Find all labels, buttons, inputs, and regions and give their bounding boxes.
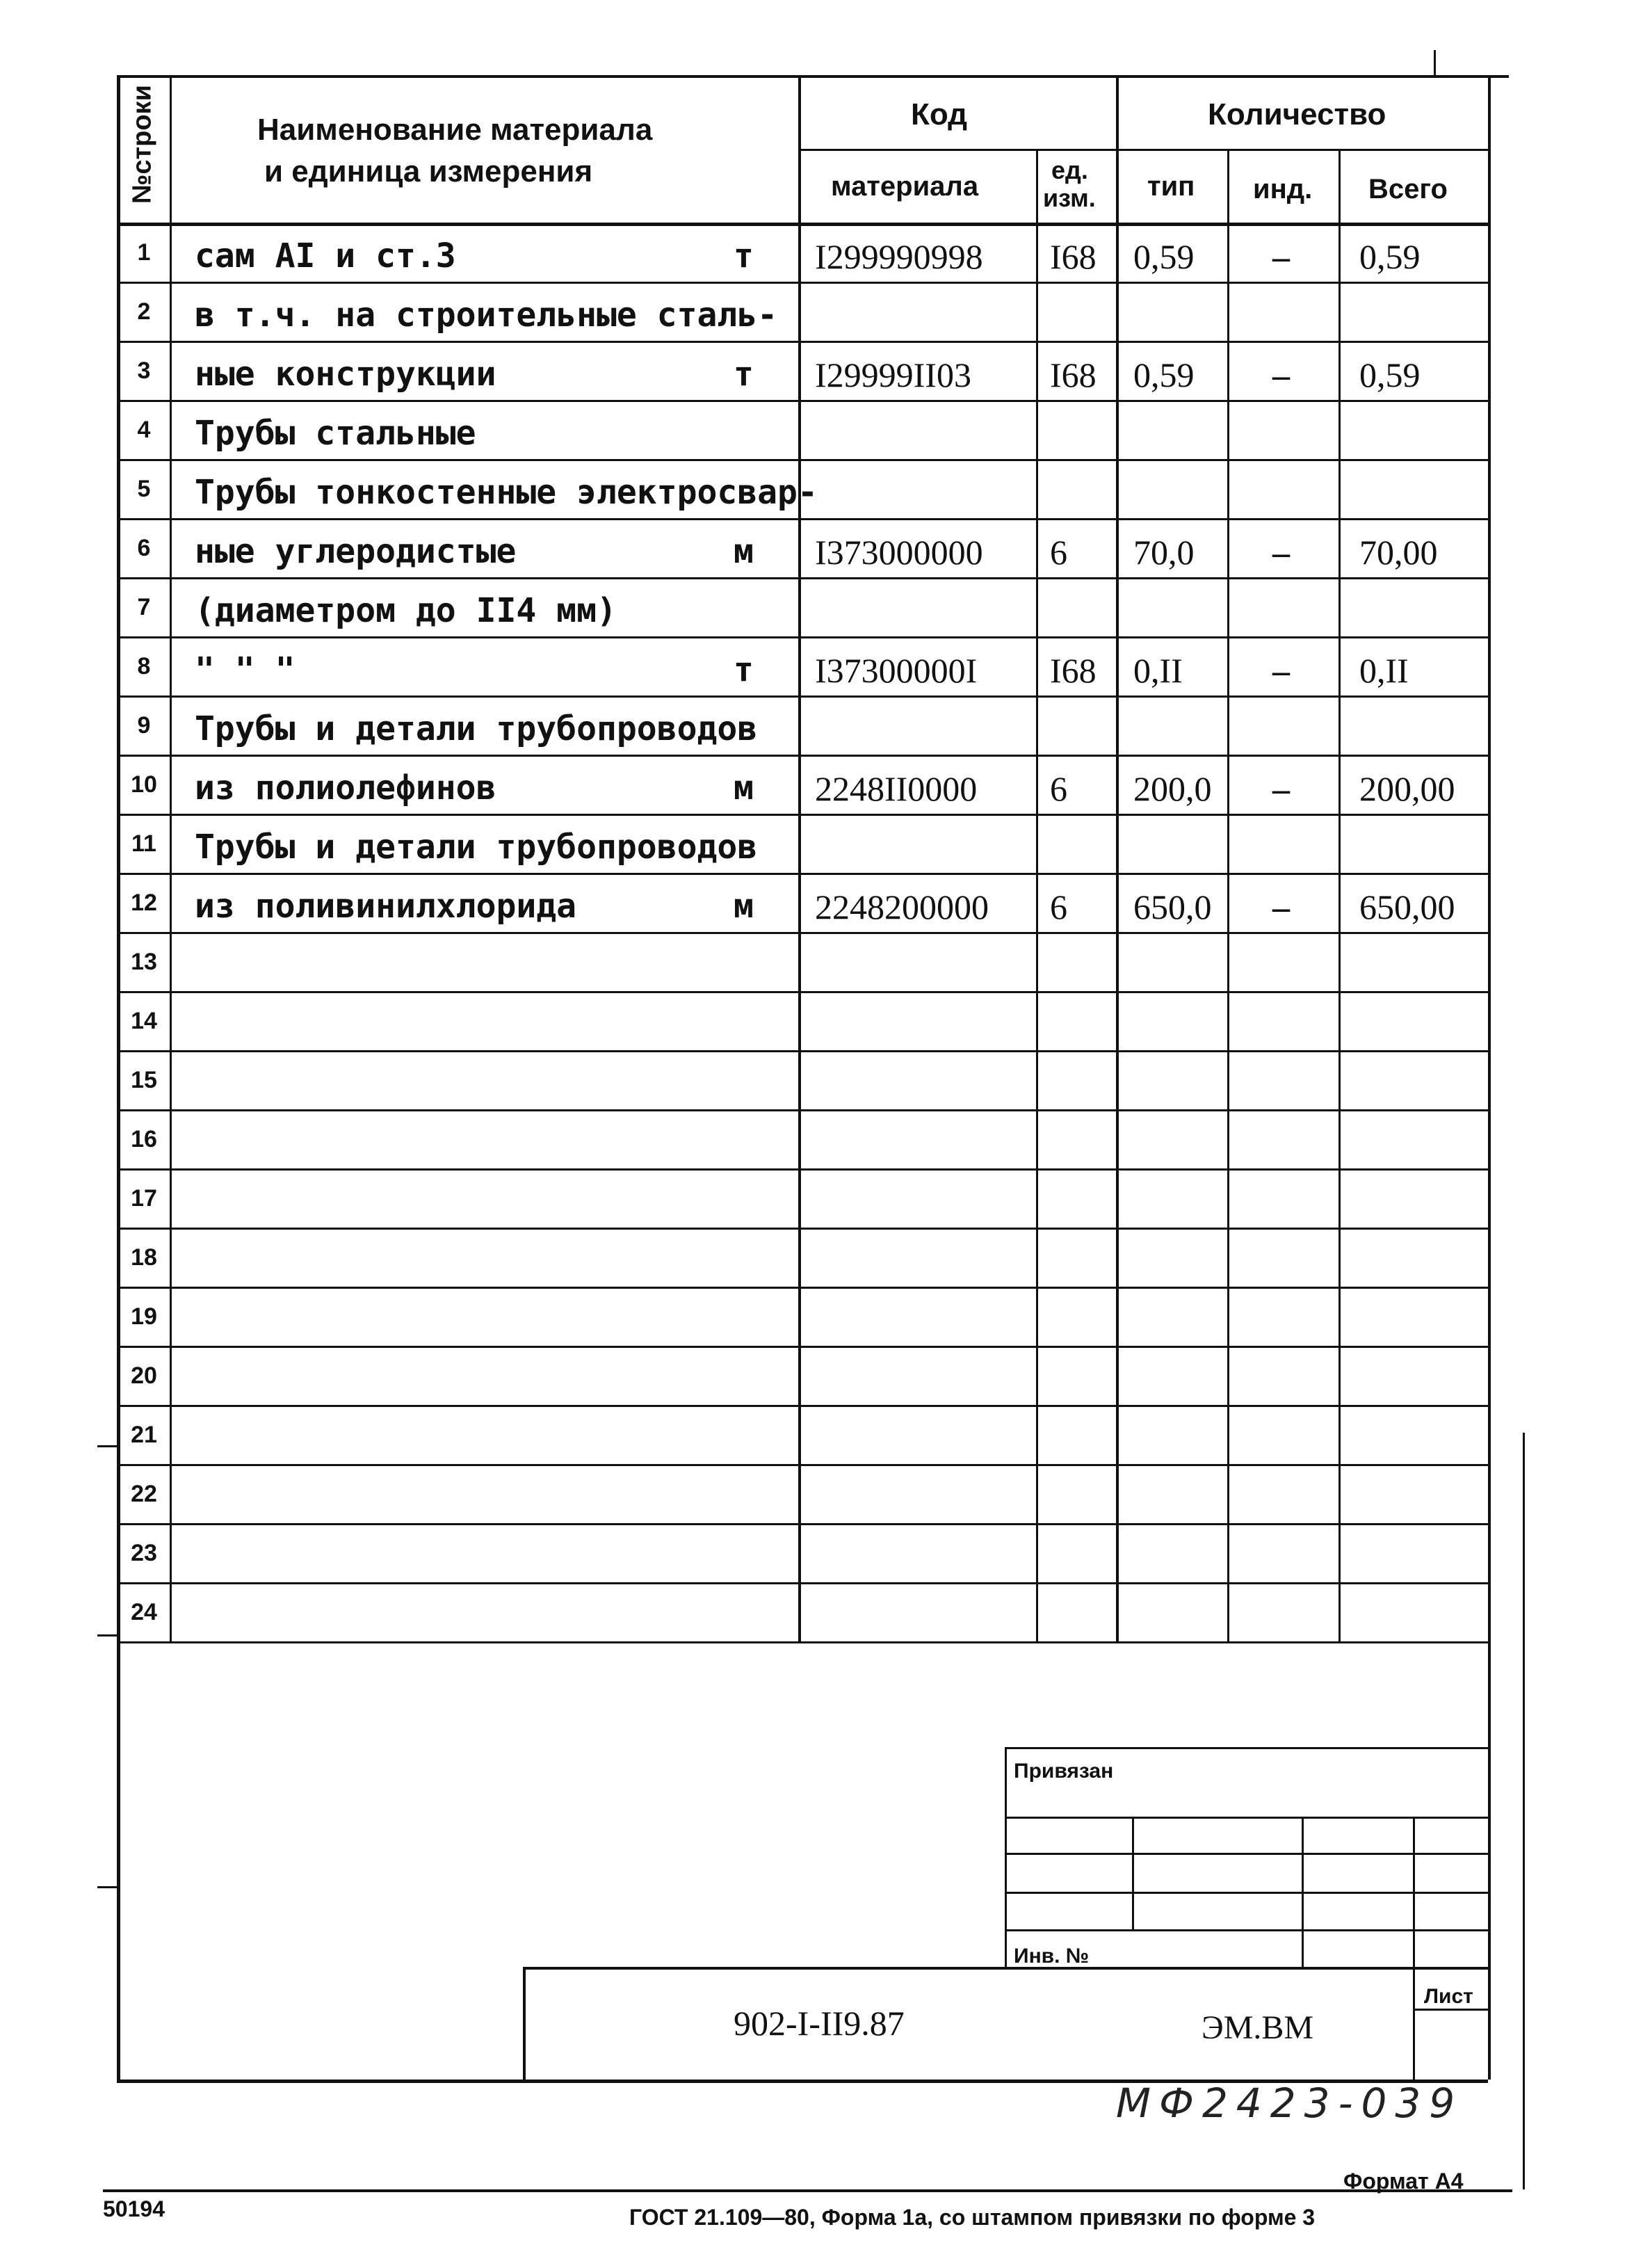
row-name: (диаметром до II4 мм)	[195, 591, 617, 630]
row-code: 2248200000	[815, 887, 989, 926]
row-number: 19	[131, 1303, 157, 1330]
row-number: 10	[131, 771, 157, 798]
row-number: 5	[137, 476, 151, 502]
table-row	[0, 873, 1634, 932]
stamp-sheet-label: Лист	[1424, 1985, 1473, 2008]
row-number: 24	[131, 1599, 157, 1625]
table-row	[0, 755, 1634, 814]
table-row	[0, 577, 1634, 636]
row-code: I299990998	[815, 237, 983, 276]
row-number: 11	[131, 830, 156, 857]
row-name: из полиолефинов	[195, 769, 496, 807]
table-row	[0, 814, 1634, 873]
header-unit-line2: изм.	[1043, 184, 1096, 212]
table-row	[0, 1228, 1634, 1287]
row-qty-total: 200,00	[1359, 769, 1455, 808]
table-row	[0, 1168, 1634, 1228]
table-row	[0, 1109, 1634, 1168]
row-qty-typ: 70,0	[1133, 533, 1195, 572]
row-number: 14	[131, 1008, 157, 1034]
row-unit-code: 6	[1050, 533, 1067, 572]
row-code: I373000000	[815, 533, 983, 572]
row-unit: м	[734, 887, 754, 926]
row-unit-code: I68	[1050, 355, 1097, 394]
stamp-bound-label: Привязан	[1014, 1760, 1114, 1783]
footer-gost: ГОСТ 21.109—80, Форма 1а, со штампом привязки по форме 3	[629, 2205, 1316, 2230]
row-unit-code: 6	[1050, 769, 1067, 808]
header-row-no: №строки	[127, 85, 157, 204]
row-name: сам АI и ст.3	[195, 236, 456, 275]
row-number: 2	[137, 298, 151, 325]
grid-line	[117, 1641, 1488, 1643]
table-row	[0, 1346, 1634, 1405]
row-number: 6	[137, 535, 151, 561]
header-total: Всего	[1368, 174, 1448, 204]
row-qty-typ: 0,59	[1133, 355, 1195, 394]
row-qty-total: 650,00	[1359, 887, 1455, 926]
row-number: 18	[131, 1244, 157, 1271]
row-number: 21	[131, 1422, 157, 1448]
grid-line	[1005, 1929, 1488, 1931]
header-name-line2: и единица измерения	[264, 154, 593, 188]
grid-line	[1302, 1817, 1304, 1967]
row-number: 1	[137, 239, 151, 266]
grid-line	[1005, 1747, 1007, 1967]
table-row	[0, 695, 1634, 755]
table-row	[0, 1287, 1634, 1346]
row-number: 20	[131, 1362, 157, 1389]
table-row	[0, 1050, 1634, 1109]
row-qty-total: 0,59	[1359, 237, 1421, 276]
row-qty-ind: –	[1272, 769, 1290, 808]
row-name: из поливинилхлорида	[195, 887, 577, 926]
grid-line	[117, 75, 1509, 78]
table-row	[0, 518, 1634, 577]
table-row	[0, 1582, 1634, 1641]
row-unit-code: I68	[1050, 651, 1097, 690]
row-qty-ind: –	[1272, 355, 1290, 394]
row-unit: т	[734, 355, 754, 394]
header-ind: инд.	[1253, 174, 1313, 204]
row-unit-code: I68	[1050, 237, 1097, 276]
table-row	[0, 341, 1634, 400]
row-number: 13	[131, 949, 157, 975]
grid-line	[798, 149, 1488, 151]
grid-line	[1413, 1817, 1415, 2080]
row-name: Трубы и детали трубопроводов	[195, 709, 758, 748]
table-row	[0, 932, 1634, 991]
row-number: 4	[137, 417, 151, 443]
grid-line	[523, 1967, 1488, 1970]
table-row	[0, 636, 1634, 695]
header-typ: тип	[1147, 171, 1195, 202]
header-unit-line1: ед.	[1051, 156, 1088, 184]
row-number: 17	[131, 1185, 157, 1212]
row-number: 8	[137, 653, 151, 679]
row-number: 12	[131, 890, 157, 916]
row-code: I37300000I	[815, 651, 978, 690]
header-name-line1: Наименование материала	[257, 113, 653, 147]
row-code: I29999II03	[815, 355, 971, 394]
stamp-doc-mark: ЭМ.ВМ	[1202, 2009, 1314, 2046]
table-row	[0, 1523, 1634, 1582]
footer-format: Формат А4	[1343, 2169, 1464, 2194]
row-unit: т	[734, 650, 754, 689]
row-unit: т	[734, 236, 754, 275]
row-number: 3	[137, 357, 151, 384]
row-number: 16	[131, 1126, 157, 1152]
row-qty-ind: –	[1272, 533, 1290, 572]
row-number: 23	[131, 1540, 157, 1566]
grid-line	[1434, 50, 1436, 75]
row-code: 2248II0000	[815, 769, 978, 808]
grid-line	[1132, 1817, 1134, 1929]
row-qty-total: 0,II	[1359, 651, 1409, 690]
row-name: Трубы и детали трубопроводов	[195, 828, 758, 867]
row-name: Трубы тонкостенные электросвар-	[195, 473, 818, 512]
grid-line	[1005, 1817, 1488, 1819]
row-name: в т.ч. на строительные сталь-	[195, 296, 778, 335]
row-name: ные конструкции	[195, 355, 496, 394]
table-row	[0, 1405, 1634, 1464]
grid-line	[97, 1886, 117, 1888]
row-qty-ind: –	[1272, 651, 1290, 690]
grid-line	[1005, 1747, 1488, 1749]
row-number: 22	[131, 1481, 157, 1507]
row-number: 7	[137, 594, 151, 620]
header-code: Код	[911, 97, 968, 131]
table-row	[0, 282, 1634, 341]
table-row	[0, 400, 1634, 459]
stamp-inv-label: Инв. №	[1014, 1945, 1090, 1968]
row-qty-typ: 200,0	[1133, 769, 1212, 808]
row-qty-ind: –	[1272, 887, 1290, 926]
row-qty-typ: 0,II	[1133, 651, 1183, 690]
row-number: 9	[137, 712, 151, 739]
row-qty-typ: 650,0	[1133, 887, 1212, 926]
table-row	[0, 459, 1634, 518]
row-qty-typ: 0,59	[1133, 237, 1195, 276]
table-row	[0, 223, 1634, 282]
row-name: ные углеродистые	[195, 532, 517, 571]
row-unit-code: 6	[1050, 887, 1067, 926]
table-row	[0, 1464, 1634, 1523]
row-number: 15	[131, 1067, 157, 1093]
row-qty-total: 70,00	[1359, 533, 1438, 572]
grid-line	[1005, 1892, 1488, 1894]
grid-line	[103, 2189, 1512, 2192]
row-name: Трубы стальные	[195, 414, 476, 453]
header-code-material: материала	[831, 171, 979, 202]
row-qty-total: 0,59	[1359, 355, 1421, 394]
stamp-doc-code: 902-I-II9.87	[734, 2004, 905, 2043]
grid-line	[1005, 1853, 1488, 1855]
table-row	[0, 991, 1634, 1050]
row-unit: м	[734, 769, 754, 807]
row-qty-ind: –	[1272, 237, 1290, 276]
row-unit: м	[734, 532, 754, 571]
stamp-handwritten-number: МФ2423-039	[1116, 2080, 1464, 2127]
footer-left-number: 50194	[103, 2196, 165, 2221]
row-name: " " "	[195, 650, 296, 689]
header-quantity: Количество	[1208, 97, 1386, 131]
grid-line	[1413, 2009, 1488, 2011]
grid-line	[523, 1967, 526, 2080]
